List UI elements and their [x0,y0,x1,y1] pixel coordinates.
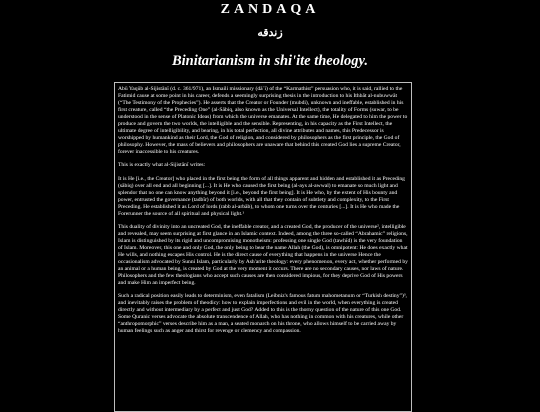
article-paragraph: Such a radical position easily leads to determinism, even fatalism (Leibniz's famous fatum mahometanum or “Turkish destiny”)³, and inevitably raises the problem of theodicy: how to explain imperfections and evil in the world, when everything is created directly and without intermediary by a perfect and just God? Added to this is the thorny question of the nature of this one God. Some Quranic verses advocate the absolute transcendence of Allah, who has nothing in common with his creatures, while other “anthropomorphic” verses describe him as a man, a seated monarch on his throne, who allows himself to be carried away by human feelings such as anger and thirst for revenge or clemency and compassion. [118,293,407,335]
article-paragraph: This is exactly what al-Sijistānī writes: [118,162,206,169]
article-paragraph: Abū Yaqūb al-Sijistānī (d. c. 361/971), an Ismaili missionary (dāʿī) of the “Karmathist” persuasion who, it is said, rallied to the Fatimid cause at some point in his career, defends a seemingly surprising thesis in the introduction to his Ithbāt al-nubuwwāt (“The Testimony of the Prophecies”). He asserts that the Creator or Founder (mubdi), unknown and ineffable, established in his first creature, called “the Preceding One” (al-Sābiq, also known as the Universal Intellect), the totality of Forms (suwar, to be understood in the sense of Platonic Ideas) from which the universe emanates. At the same time, He delegated to him the power to produce and govern the two worlds, the intelligible and the sensible. Representing, in his capacity as the First Intellect, the ultimate degree of intelligibility, and bearing, in his total perfection, all divine attributes and names, this Predecessor is worshipped by humankind as their Lord, the God of religion, and considered by philosophers as the first principle, the God of philosophy. However, the mass of believers and philosophers are unaware that behind this created God lies a supreme Creator, forever inaccessible to his creatures. [118,86,408,156]
article-frame [114,82,412,412]
site-title: ZANDAQA [220,2,320,17]
site-title-arabic: زندقه [257,27,283,39]
article-paragraph: This duality of divinity into an uncreated God, the ineffable creator, and a created God, the producer of the universe², intelligible and revealed, may seem surprising at first glance in an Islamic context. Indeed, among the three so-called “Abrahamic” religions, Islam is distinguished by its rigid and uncompromising monotheism: professing one single God (tawhīd) is the very foundation of Islam. Moreover, this one and only God, the only being to bear the name Allah (the God), is omnipotent: He does exactly what He wills, and nothing escapes His control. He is the direct cause of everything that happens in the universe Hence the occasionalism advocated by Sunni Islam, particularly by Ash'arite theology: every phenomenon, every act, whether performed by an animal or a human being, is created by God at the very moment it occurs. There are no secondary causes, nor laws of nature. Philosophers and the few theologians who accept such causes are then considered impious, for they deprive God of His powers and make Him an imperfect being. [118,223,408,287]
page-heading: Binitarianism in shi'ite theology. [171,53,369,69]
article-quote: It is He [i.e., the Creator] who placed in the first being the form of all things apparent and hidden and established it as Preceding (sābiq) over all end and all beginning [...]. It is He who caused the first being (al-ays al-awwal) to emanate so much light and splendor that no one can know anything beyond it [i.e., beyond the first being]. It is He who, by the extent of His bounty and power, entrusted the governance (tadbīr) of both worlds, with all that they contain of subtlety and complexity, to the First Preceding. He established it as Lord of lords (rabb al-arbāb), to whom one turns over the centuries [...]. It is He who made the Forerunner the source of all spiritual and physical light.¹ [118,175,405,217]
